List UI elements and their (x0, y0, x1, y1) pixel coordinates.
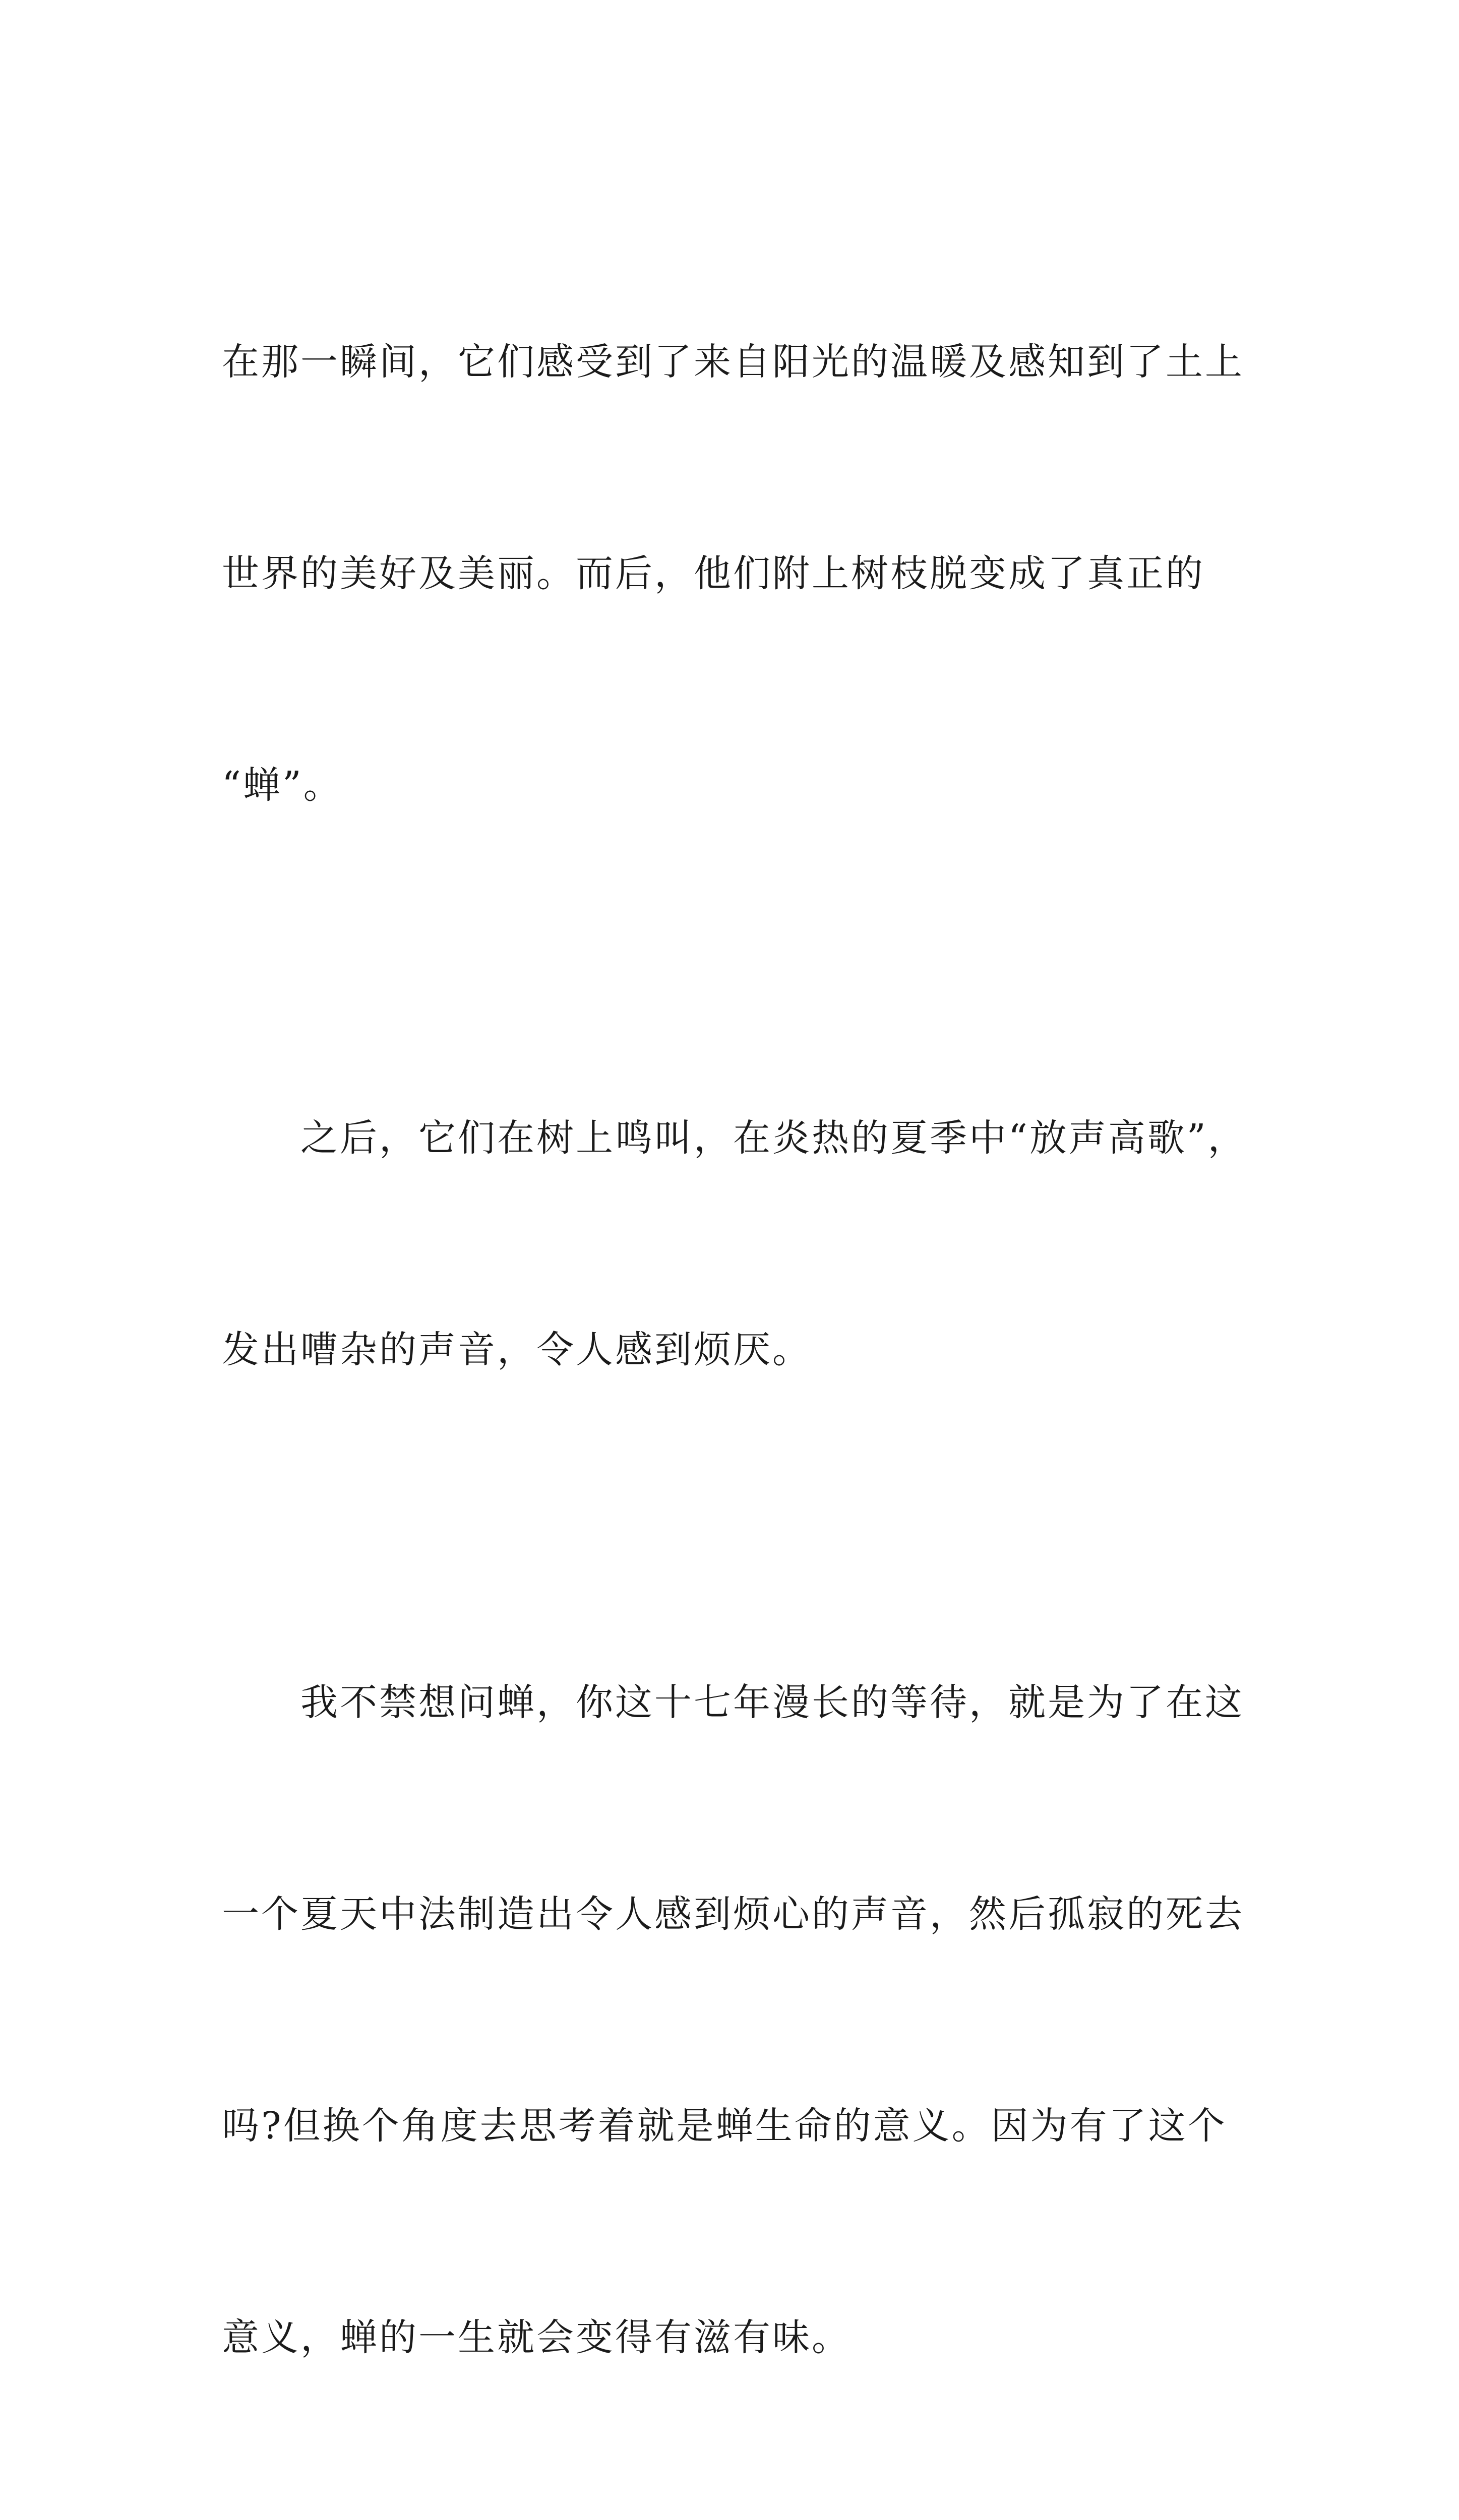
text-line: 一个夏天中法制造出令人感到烦心的声音，然后孤寂的死去 (222, 1893, 1244, 1936)
paragraph-3 (222, 1526, 1245, 2514)
paragraph-1 (222, 185, 1245, 962)
essay-body (222, 185, 1245, 2520)
text-line: 之后，它们在树上鸣叫，在炎热的夏季中“放声高歌”， (222, 1116, 1247, 1160)
text-line: “蝉”。 (222, 764, 343, 807)
text-line: 发出嘈杂的声音，令人感到烦厌。 (222, 1328, 812, 1371)
text-line: 在那一瞬间，它们感受到了来自阳光的温暖及感知到了土上 (222, 340, 1244, 384)
text-line: 世界的美好及美丽。而后，他们附上树枝脱变成了真正的 (222, 552, 1205, 595)
text-line: 意义，蝉的一生就会变得有滋有味。 (222, 2316, 851, 2359)
text-line: 我不禁想问蝉，你这十七年漫长的等待，就是为了在这 (222, 1681, 1244, 1724)
text-line: 吗?但换个角度去思考着就是蝉生命的意义。因为有了这个 (222, 2104, 1227, 2148)
paragraph-2 (222, 962, 1245, 1526)
paragraph-4 (222, 2514, 1245, 2520)
